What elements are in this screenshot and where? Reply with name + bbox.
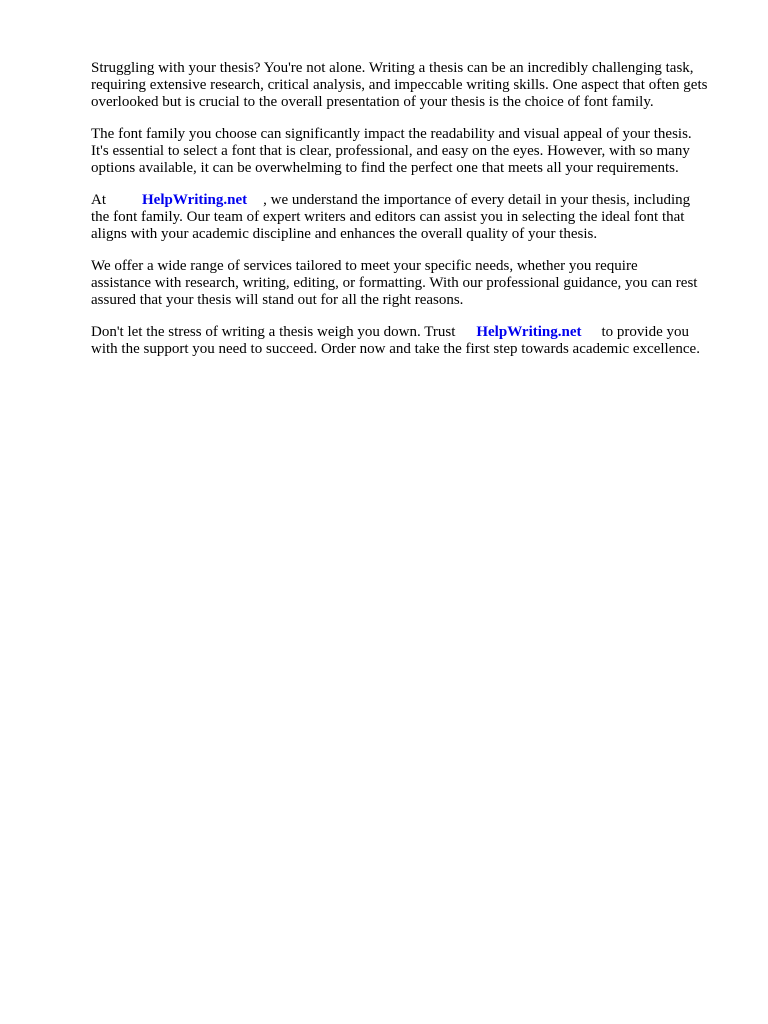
paragraph-2-line-3: options available, it can be overwhelming to find the perfect one that meets all your requirements. xyxy=(91,160,679,176)
paragraph-1-line-3: overlooked but is crucial to the overall presentation of your thesis is the choice of font family. xyxy=(91,94,654,110)
paragraph-4-line-2: assistance with research, writing, editing, or formatting. With our professional guidance, you can rest xyxy=(91,275,698,291)
paragraph-3-prefix: At xyxy=(91,192,106,208)
paragraph-5-prefix: Don't let the stress of writing a thesis weigh you down. Trust xyxy=(91,324,456,340)
paragraph-3-line-3: aligns with your academic discipline and enhances the overall quality of your thesis. xyxy=(91,226,598,242)
paragraph-4-line-1: We offer a wide range of services tailored to meet your specific needs, whether you require xyxy=(91,258,638,274)
paragraph-3 xyxy=(91,192,731,243)
paragraph-3-line-1 xyxy=(91,192,731,209)
paragraph-2 xyxy=(91,126,731,177)
paragraph-5 xyxy=(91,324,731,358)
paragraph-4 xyxy=(91,258,731,309)
paragraph-5-suffix: to provide you xyxy=(601,324,689,340)
paragraph-3-suffix: , we understand the importance of every detail in your thesis, including xyxy=(263,192,691,208)
paragraph-3-line-2: the font family. Our team of expert writers and editors can assist you in selecting the ideal font that xyxy=(91,209,685,225)
paragraph-1-line-1: Struggling with your thesis? You're not alone. Writing a thesis can be an incredibly challenging task, xyxy=(91,60,694,76)
paragraph-5-line-2: with the support you need to succeed. Order now and take the first step towards academic excellence. xyxy=(91,341,700,357)
document-body xyxy=(91,60,731,373)
paragraph-1-line-2: requiring extensive research, critical analysis, and impeccable writing skills. One aspect that often gets xyxy=(91,77,708,93)
paragraph-5-line-1 xyxy=(91,324,731,341)
paragraph-4-line-3: assured that your thesis will stand out for all the right reasons. xyxy=(91,292,464,308)
paragraph-1 xyxy=(91,60,731,111)
paragraph-2-line-2: It's essential to select a font that is clear, professional, and easy on the eyes. However, with so many xyxy=(91,143,690,159)
helpwriting-link-1[interactable]: HelpWriting.net xyxy=(142,192,248,208)
paragraph-2-line-1: The font family you choose can significantly impact the readability and visual appeal of your thesis. xyxy=(91,126,692,142)
helpwriting-link-2[interactable]: HelpWriting.net xyxy=(476,324,582,340)
